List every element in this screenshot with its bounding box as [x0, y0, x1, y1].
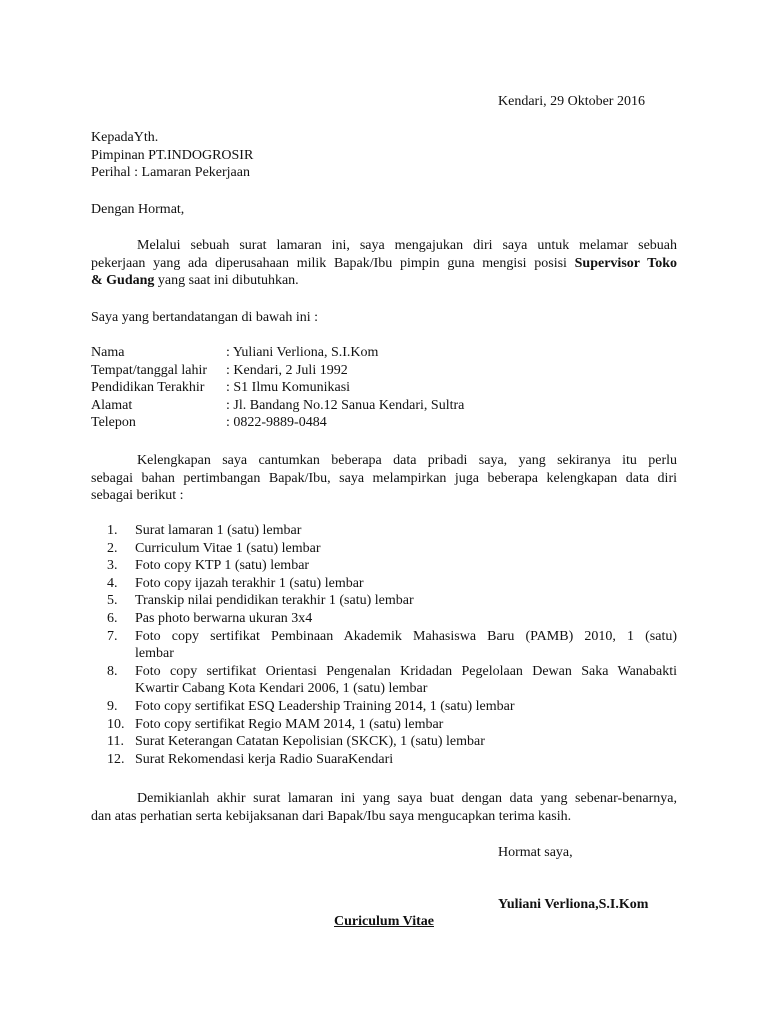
list-item	[107, 716, 677, 734]
info-value: : S1 Ilmu Komunikasi	[226, 380, 351, 396]
list-item	[107, 733, 677, 751]
list-item-text	[135, 751, 677, 769]
info-row	[91, 344, 464, 362]
list-item-line: Foto copy sertifikat ESQ Leadership Training 2014, 1 (satu) lembar	[135, 698, 515, 714]
info-row	[91, 379, 464, 397]
list-item-line: Kwartir Cabang Kota Kendari 2006, 1 (satu) lembar	[135, 681, 428, 697]
list-item-number: 6.	[107, 610, 118, 626]
signer-name: Yuliani Verliona,S.I.Kom	[498, 897, 649, 912]
list-item	[107, 575, 677, 593]
list-item-line: lembar	[135, 646, 174, 662]
info-value: : Jl. Bandang No.12 Sanua Kendari, Sultra	[226, 397, 465, 413]
opening-paragraph	[91, 237, 677, 290]
attachments-list	[107, 522, 677, 768]
list-item-text	[135, 733, 677, 751]
list-item	[107, 663, 677, 698]
info-label: Tempat/tanggal lahir	[91, 362, 208, 378]
paragraph-line: Melalui sebuah surat lamaran ini, saya mengajukan diri saya untuk melamar sebuah	[137, 238, 677, 253]
list-item	[107, 628, 677, 663]
list-item-text	[135, 663, 677, 698]
list-item	[107, 610, 677, 628]
list-item-number: 7.	[107, 628, 118, 644]
paragraph-line: Demikianlah akhir surat lamaran ini yang saya buat dengan data yang sebenar-benarnya,	[137, 791, 677, 806]
greeting: Dengan Hormat,	[91, 202, 185, 217]
attachments-paragraph	[91, 452, 677, 505]
recipient-line: Pimpinan PT.INDOGROSIR	[91, 147, 254, 163]
list-item-line: Surat lamaran 1 (satu) lembar	[135, 523, 302, 538]
info-label: Alamat	[91, 397, 133, 413]
list-item-text	[135, 698, 677, 716]
list-item-line: Foto copy ijazah terakhir 1 (satu) lembar	[135, 575, 364, 591]
recipient-block	[91, 129, 253, 182]
list-item	[107, 557, 677, 575]
list-item	[107, 592, 677, 610]
list-item-line: Surat Rekomendasi kerja Radio SuaraKendari	[135, 751, 394, 767]
personal-info-table	[91, 344, 464, 432]
info-label: Pendidikan Terakhir	[91, 380, 205, 396]
list-item	[107, 540, 677, 558]
paragraph-line: Kelengkapan saya cantumkan beberapa data pribadi saya, yang sekiranya itu perlu	[137, 453, 677, 468]
info-value: : 0822-9889-0484	[226, 415, 327, 431]
info-label: Nama	[91, 345, 125, 360]
list-item-text	[135, 610, 677, 628]
closing-salutation: Hormat saya,	[498, 845, 573, 860]
intro-line: Saya yang bertandatangan di bawah ini :	[91, 310, 319, 325]
list-item-number: 4.	[107, 575, 118, 591]
paragraph-text: yang saat ini dibutuhkan.	[154, 273, 299, 289]
list-item-number: 12.	[107, 751, 125, 767]
list-item-number: 10.	[107, 716, 125, 732]
list-item-number: 8.	[107, 663, 118, 679]
info-value: : Yuliani Verliona, S.I.Kom	[226, 345, 379, 360]
list-item-number: 3.	[107, 558, 118, 574]
letter-date: Kendari, 29 Oktober 2016	[498, 94, 645, 109]
info-row	[91, 397, 464, 415]
paragraph-line	[91, 272, 677, 290]
paragraph-line: sebagai bahan pertimbangan Bapak/Ibu, saya melampirkan juga beberapa kelengkapan data diri	[91, 470, 677, 486]
cv-heading-text: Curiculum Vitae	[334, 914, 434, 929]
list-item-number: 11.	[107, 734, 124, 750]
list-item-text	[135, 522, 677, 540]
list-item-text	[135, 592, 677, 610]
list-item	[107, 522, 677, 540]
info-row	[91, 362, 464, 380]
list-item-number: 2.	[107, 540, 118, 556]
list-item-number: 9.	[107, 698, 118, 714]
info-value: : Kendari, 2 Juli 1992	[226, 362, 348, 378]
closing-paragraph	[91, 790, 677, 825]
list-item-number: 1.	[107, 523, 118, 538]
position-title: Supervisor Toko	[574, 255, 678, 271]
list-item-line: Foto copy sertifikat Pembinaan Akademik Mahasiswa Baru (PAMB) 2010, 1 (satu)	[135, 628, 677, 644]
list-item-text	[135, 540, 677, 558]
paragraph-line	[91, 255, 677, 273]
list-item-line: Foto copy sertifikat Orientasi Pengenalan Kridadan Pegelolaan Dewan Saka Wanabakti	[135, 663, 677, 679]
position-title: & Gudang	[91, 273, 155, 289]
list-item-line: Pas photo berwarna ukuran 3x4	[135, 610, 313, 626]
info-row	[91, 414, 464, 432]
list-item-line: Transkip nilai pendidikan terakhir 1 (satu) lembar	[135, 593, 414, 609]
paragraph-line: sebagai berikut :	[91, 488, 184, 504]
paragraph-line: dan atas perhatian serta kebijaksanan dari Bapak/Ibu saya mengucapkan terima kasih.	[91, 808, 572, 824]
list-item-number: 5.	[107, 593, 118, 609]
list-item-line: Surat Keterangan Catatan Kepolisian (SKCK), 1 (satu) lembar	[135, 734, 485, 750]
list-item-text	[135, 716, 677, 734]
list-item-text	[135, 575, 677, 593]
subject-line: Perihal : Lamaran Pekerjaan	[91, 165, 250, 181]
list-item-line: Foto copy sertifikat Regio MAM 2014, 1 (satu) lembar	[135, 716, 444, 732]
list-item-line: Foto copy KTP 1 (satu) lembar	[135, 558, 310, 574]
recipient-line: KepadaYth.	[91, 130, 159, 145]
list-item-line: Curriculum Vitae 1 (satu) lembar	[135, 540, 321, 556]
info-label: Telepon	[91, 415, 136, 431]
list-item-text	[135, 557, 677, 575]
list-item-text	[135, 628, 677, 663]
list-item	[107, 751, 677, 769]
paragraph-text: pekerjaan yang ada diperusahaan milik Bapak/Ibu pimpin guna mengisi posisi	[91, 255, 575, 271]
cv-heading	[0, 913, 768, 931]
list-item	[107, 698, 677, 716]
